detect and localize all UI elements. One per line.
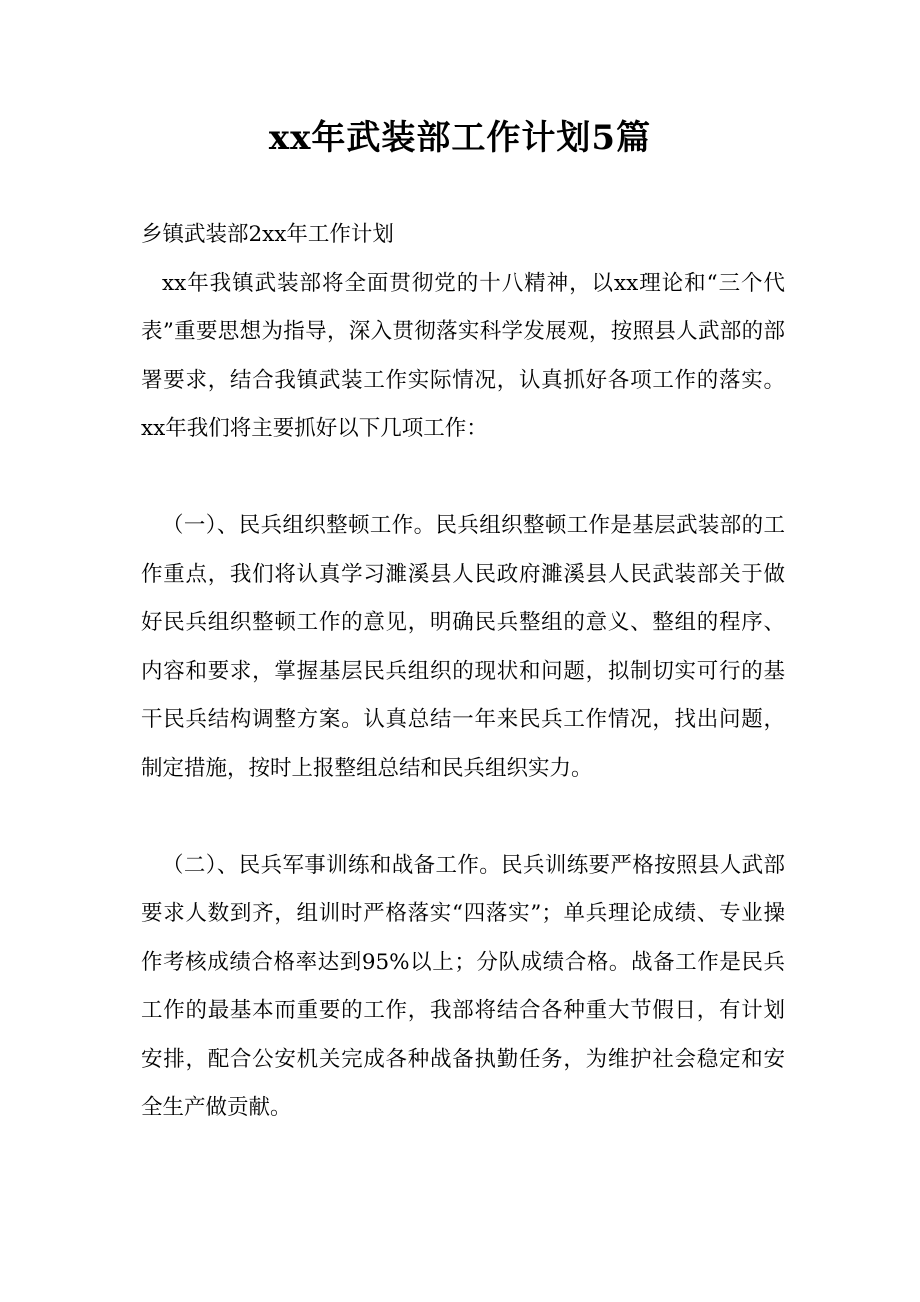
document-body: [141, 211, 785, 1133]
paragraph-gap: [141, 454, 785, 503]
paragraph-gap: [141, 793, 785, 842]
section-subheading: 乡镇武装部2xx年工作计划: [141, 222, 394, 247]
section-paragraph-2: （二）、民兵军事训练和战备工作。民兵训练要严格按照县人武部要求人数到齐，组训时严格落实“四落实”；单兵理论成绩、专业操作考核成绩合格率达到95%以上；分队成绩合格。战备工作是民兵工作的最基本而重要的工作，我部将结合各种重大节假日，有计划安排，配合公安机关完成各种战备执勤任务，为维护社会稳定和安全生产做贡献。: [141, 852, 785, 1120]
section-paragraph-1: （一）、民兵组织整顿工作。民兵组织整顿工作是基层武装部的工作重点，我们将认真学习濉溪县人民政府濉溪县人民武装部关于做好民兵组织整顿工作的意见，明确民兵整组的意义、整组的程序、内容和要求，掌握基层民兵组织的现状和问题，拟制切实可行的基干民兵结构调整方案。认真总结一年来民兵工作情况，找出问题，制定措施，按时上报整组总结和民兵组织实力。: [141, 513, 785, 781]
intro-paragraph: xx年我镇武装部将全面贯彻党的十八精神，以xx理论和“三个代表”重要思想为指导，深入贯彻落实科学发展观，按照县人武部的部署要求，结合我镇武装工作实际情况，认真抓好各项工作的落实。xx年我们将主要抓好以下几项工作：: [141, 270, 785, 441]
document-title: xx年武装部工作计划5篇: [268, 118, 652, 158]
